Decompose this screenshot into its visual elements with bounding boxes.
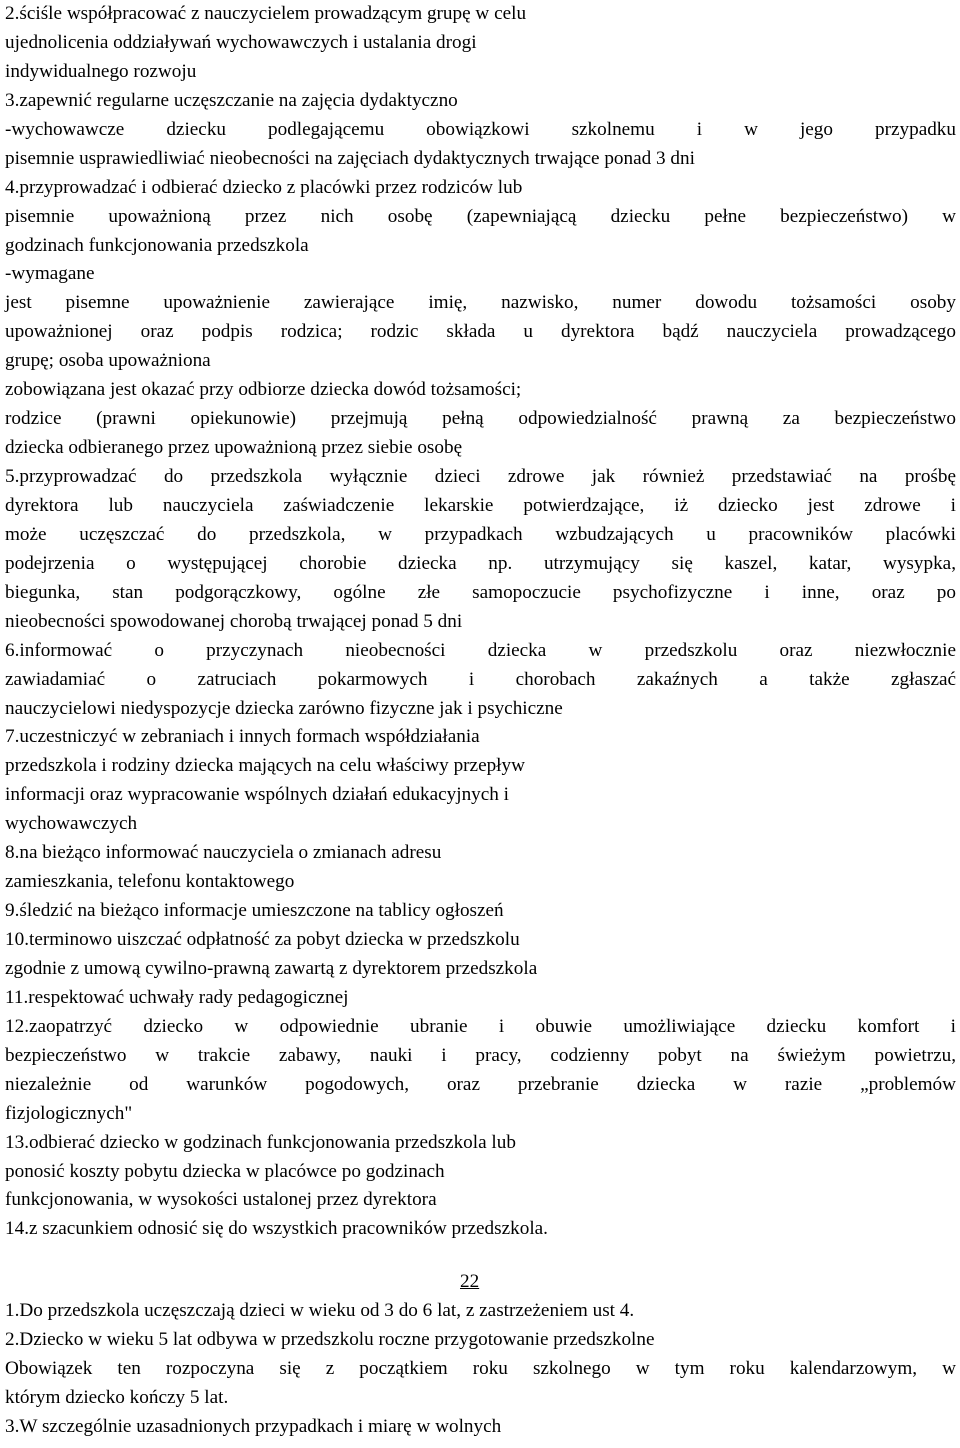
text-line: ponosić koszty pobytu dziecka w placówce po godzinach	[5, 1160, 445, 1182]
text-line: biegunka, stan podgorączkowy, ogólne złe samopoczucie psychofizyczne i inne, oraz po	[5, 581, 956, 603]
text-line: jest pisemne upoważnienie zawierające imię, nazwisko, numer dowodu tożsamości osoby	[5, 292, 956, 314]
text-line: pisemnie upoważnioną przez nich osobę (zapewniającą dziecku pełne bezpieczeństwo) w	[5, 205, 956, 227]
text-line: -wychowawcze dziecku podlegającemu obowiązkowi szkolnemu i w jego przypadku	[5, 118, 956, 140]
section-heading: 22	[460, 1271, 480, 1293]
text-line: którym dziecko kończy 5 lat.	[5, 1387, 229, 1409]
text-line: informacji oraz wypracowanie wspólnych działań edukacyjnych i	[5, 784, 510, 806]
text-line: 7.uczestniczyć w zebraniach i innych formach współdziałania	[5, 726, 480, 748]
text-line: zawiadamiać o zatruciach pokarmowych i chorobach zakaźnych a także zgłaszać	[5, 668, 956, 690]
text-line: 13.odbierać dziecko w godzinach funkcjonowania przedszkola lub	[5, 1131, 516, 1153]
text-line: 9.śledzić na bieżąco informacje umieszczone na tablicy ogłoszeń	[5, 900, 504, 922]
text-line: 3.zapewnić regularne uczęszczanie na zajęcia dydaktyczno	[5, 89, 458, 111]
text-line: 2.Dziecko w wieku 5 lat odbywa w przedszkolu roczne przygotowanie przedszkolne	[5, 1329, 655, 1351]
text-line: 11.respektować uchwały rady pedagogicznej	[5, 986, 349, 1008]
text-line: 5.przyprowadzać do przedszkola wyłącznie dzieci zdrowe jak również przedstawiać na prośbę	[5, 466, 956, 487]
section-gap	[5, 1244, 956, 1268]
text-line: grupę; osoba upoważniona	[5, 350, 211, 372]
text-line: zamieszkania, telefonu kontaktowego	[5, 871, 295, 893]
text-line: podejrzenia o występującej chorobie dziecka np. utrzymujący się kaszel, katar, wysypka,	[5, 552, 956, 574]
text-line: niezależnie od warunków pogodowych, oraz przebranie dziecka w razie „problemów	[5, 1073, 956, 1095]
text-line: funkcjonowania, w wysokości ustalonej przez dyrektora	[5, 1189, 437, 1211]
text-line: dziecka odbieranego przez upoważnioną przez siebie osobę	[5, 437, 463, 459]
text-line: indywidualnego rozwoju	[5, 60, 197, 82]
text-line: dyrektora lub nauczyciela zaświadczenie lekarskie potwierdzające, iż dziecko jest zdrowe i	[5, 494, 956, 516]
text-line: Obowiązek ten rozpoczyna się z początkiem roku szkolnego w tym roku kalendarzowym, w	[5, 1358, 956, 1380]
text-line: ujednolicenia oddziaływań wychowawczych i ustalania drogi	[5, 31, 477, 53]
document-text-block	[5, 0, 956, 1244]
text-line: może uczęszczać do przedszkola, w przypadkach wzbudzających u pracowników placówki	[5, 523, 956, 545]
text-line: 10.terminowo uiszczać odpłatność za pobyt dziecka w przedszkolu	[5, 929, 520, 950]
text-line: nauczycielowi niedyspozycje dziecka zarówno fizyczne jak i psychiczne	[5, 697, 563, 719]
text-line: 4.przyprowadzać i odbierać dziecko z placówki przez rodziców lub	[5, 176, 523, 198]
text-line: fizjologicznych"	[5, 1102, 133, 1124]
text-line: bezpieczeństwo w trakcie zabawy, nauki i pracy, codzienny pobyt na świeżym powietrzu,	[5, 1044, 956, 1066]
text-line: godzinach funkcjonowania przedszkola	[5, 234, 309, 256]
text-line: przedszkola i rodziny dziecka mających na celu właściwy przepływ	[5, 755, 525, 777]
text-line: wychowawczych	[5, 813, 138, 835]
text-line: 3.W szczególnie uzasadnionych przypadkach i miarę w wolnych	[5, 1416, 502, 1437]
text-line: -wymagane	[5, 263, 95, 285]
text-line: 1.Do przedszkola uczęszczają dzieci w wieku od 3 do 6 lat, z zastrzeżeniem ust 4.	[5, 1300, 635, 1322]
text-line: zobowiązana jest okazać przy odbiorze dziecka dowód tożsamości;	[5, 379, 522, 401]
text-line: 6.informować o przyczynach nieobecności dziecka w przedszkolu oraz niezwłocznie	[5, 639, 956, 661]
text-line: pisemnie usprawiedliwiać nieobecności na zajęciach dydaktycznych trwające ponad 3 dni	[5, 147, 695, 169]
text-line: 2.ściśle współpracować z nauczycielem prowadzącym grupę w celu	[5, 3, 527, 24]
text-line: zgodnie z umową cywilno-prawną zawartą z dyrektorem przedszkola	[5, 957, 538, 979]
text-line: 14.z szacunkiem odnosić się do wszystkich pracowników przedszkola.	[5, 1218, 548, 1240]
text-line: nieobecności spowodowanej chorobą trwającej ponad 5 dni	[5, 610, 463, 632]
document-text-block	[5, 1297, 956, 1442]
text-line: 8.na bieżąco informować nauczyciela o zmianach adresu	[5, 842, 442, 864]
text-line: rodzice (prawni opiekunowie) przejmują pełną odpowiedzialność prawną za bezpieczeństwo	[5, 408, 956, 430]
document-page	[5, 0, 956, 1442]
text-line: upoważnionej oraz podpis rodzica; rodzic składa u dyrektora bądź nauczyciela prowadzącego	[5, 321, 956, 343]
text-line: 12.zaopatrzyć dziecko w odpowiednie ubranie i obuwie umożliwiające dziecku komfort i	[5, 1015, 956, 1037]
